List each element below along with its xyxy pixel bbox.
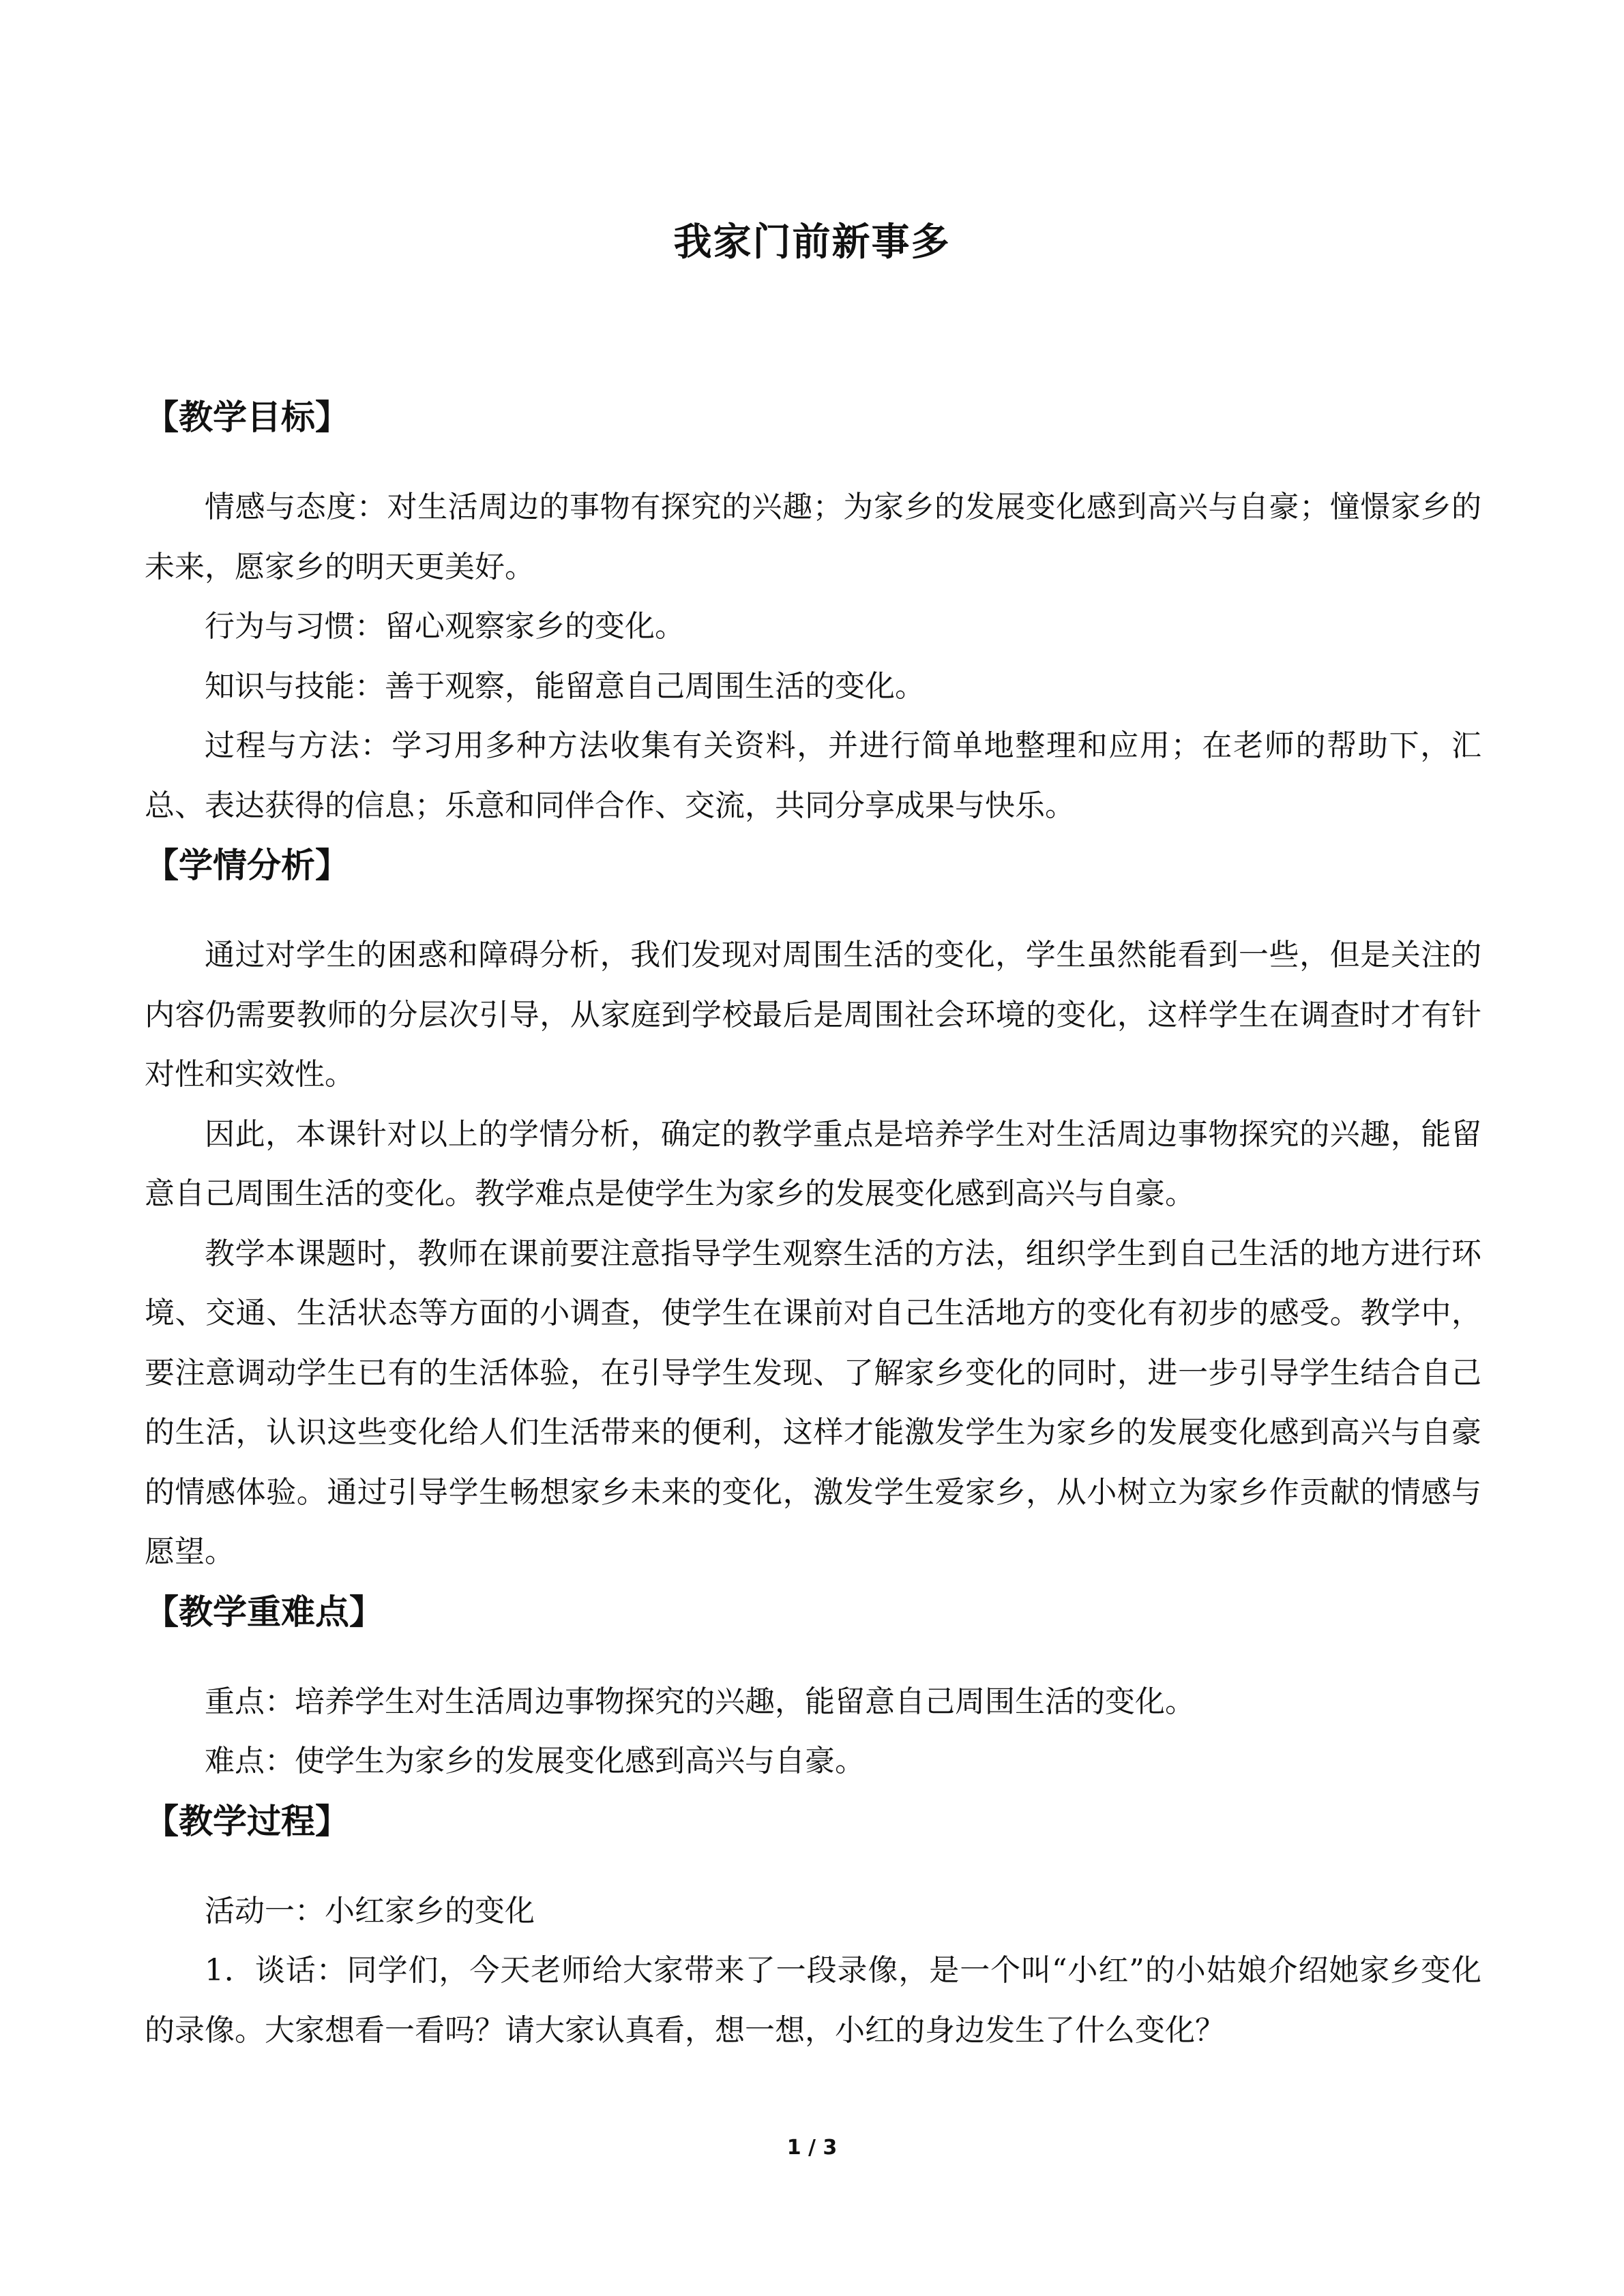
section-analysis xyxy=(145,835,1481,1582)
section-process xyxy=(145,1791,1481,2061)
section-key-points xyxy=(145,1582,1481,1791)
paragraph: 情感与态度：对生活周边的事物有探究的兴趣；为家乡的发展变化感到高兴与自豪；憧憬家乡的未来，愿家乡的明天更美好。 xyxy=(145,490,1481,584)
paragraph: 难点：使学生为家乡的发展变化感到高兴与自豪。 xyxy=(205,1744,865,1778)
section-heading-objectives: 【教学目标】 xyxy=(145,398,349,437)
paragraph: 重点：培养学生对生活周边事物探究的兴趣，能留意自己周围生活的变化。 xyxy=(205,1684,1195,1719)
paragraph: 活动一：小红家乡的变化 xyxy=(205,1893,535,1928)
paragraph: 过程与方法：学习用多种方法收集有关资料，并进行简单地整理和应用；在老师的帮助下，汇总、表达获得的信息；乐意和同伴合作、交流，共同分享成果与快乐。 xyxy=(145,728,1481,823)
section-objectives xyxy=(145,387,1481,835)
document-title: 我家门前新事多 xyxy=(673,220,951,265)
paragraph: 因此，本课针对以上的学情分析，确定的教学重点是培养学生对生活周边事物探究的兴趣，能留意自己周围生活的变化。教学难点是使学生为家乡的发展变化感到高兴与自豪。 xyxy=(145,1116,1481,1211)
paragraph: 通过对学生的困惑和障碍分析，我们发现对周围生活的变化，学生虽然能看到一些，但是关注的内容仍需要教师的分层次引导，从家庭到学校最后是周围社会环境的变化，这样学生在调查时才有针对性和实效性。 xyxy=(145,938,1481,1092)
paragraph: 知识与技能：善于观察，能留意自己周围生活的变化。 xyxy=(205,668,925,704)
section-heading-process: 【教学过程】 xyxy=(145,1801,349,1841)
paragraph: 1．谈话：同学们，今天老师给大家带来了一段录像，是一个叫“小红”的小姑娘介绍她家乡变化的录像。大家想看一看吗？请大家认真看，想一想，小红的身边发生了什么变化？ xyxy=(145,1953,1481,2048)
document-body xyxy=(145,387,1481,2060)
paragraph: 教学本课题时，教师在课前要注意指导学生观察生活的方法，组织学生到自己生活的地方进行环境、交通、生活状态等方面的小调查，使学生在课前对自己生活地方的变化有初步的感受。教学中，要注意调动学生已有的生活体验，在引导学生发现、了解家乡变化的同时，进一步引导学生结合自己的生活，认识这些变化给人们生活带来的便利，这样才能激发学生为家乡的发展变化感到高兴与自豪的情感体验。通过引导学生畅想家乡未来的变化，激发学生爱家乡，从小树立为家乡作贡献的情感与愿望。 xyxy=(145,1236,1481,1569)
section-heading-analysis: 【学情分析】 xyxy=(145,846,349,885)
paragraph: 行为与习惯：留心观察家乡的变化。 xyxy=(205,609,685,644)
page-number: 1 / 3 xyxy=(786,2136,838,2160)
section-heading-key-points: 【教学重难点】 xyxy=(145,1592,383,1632)
